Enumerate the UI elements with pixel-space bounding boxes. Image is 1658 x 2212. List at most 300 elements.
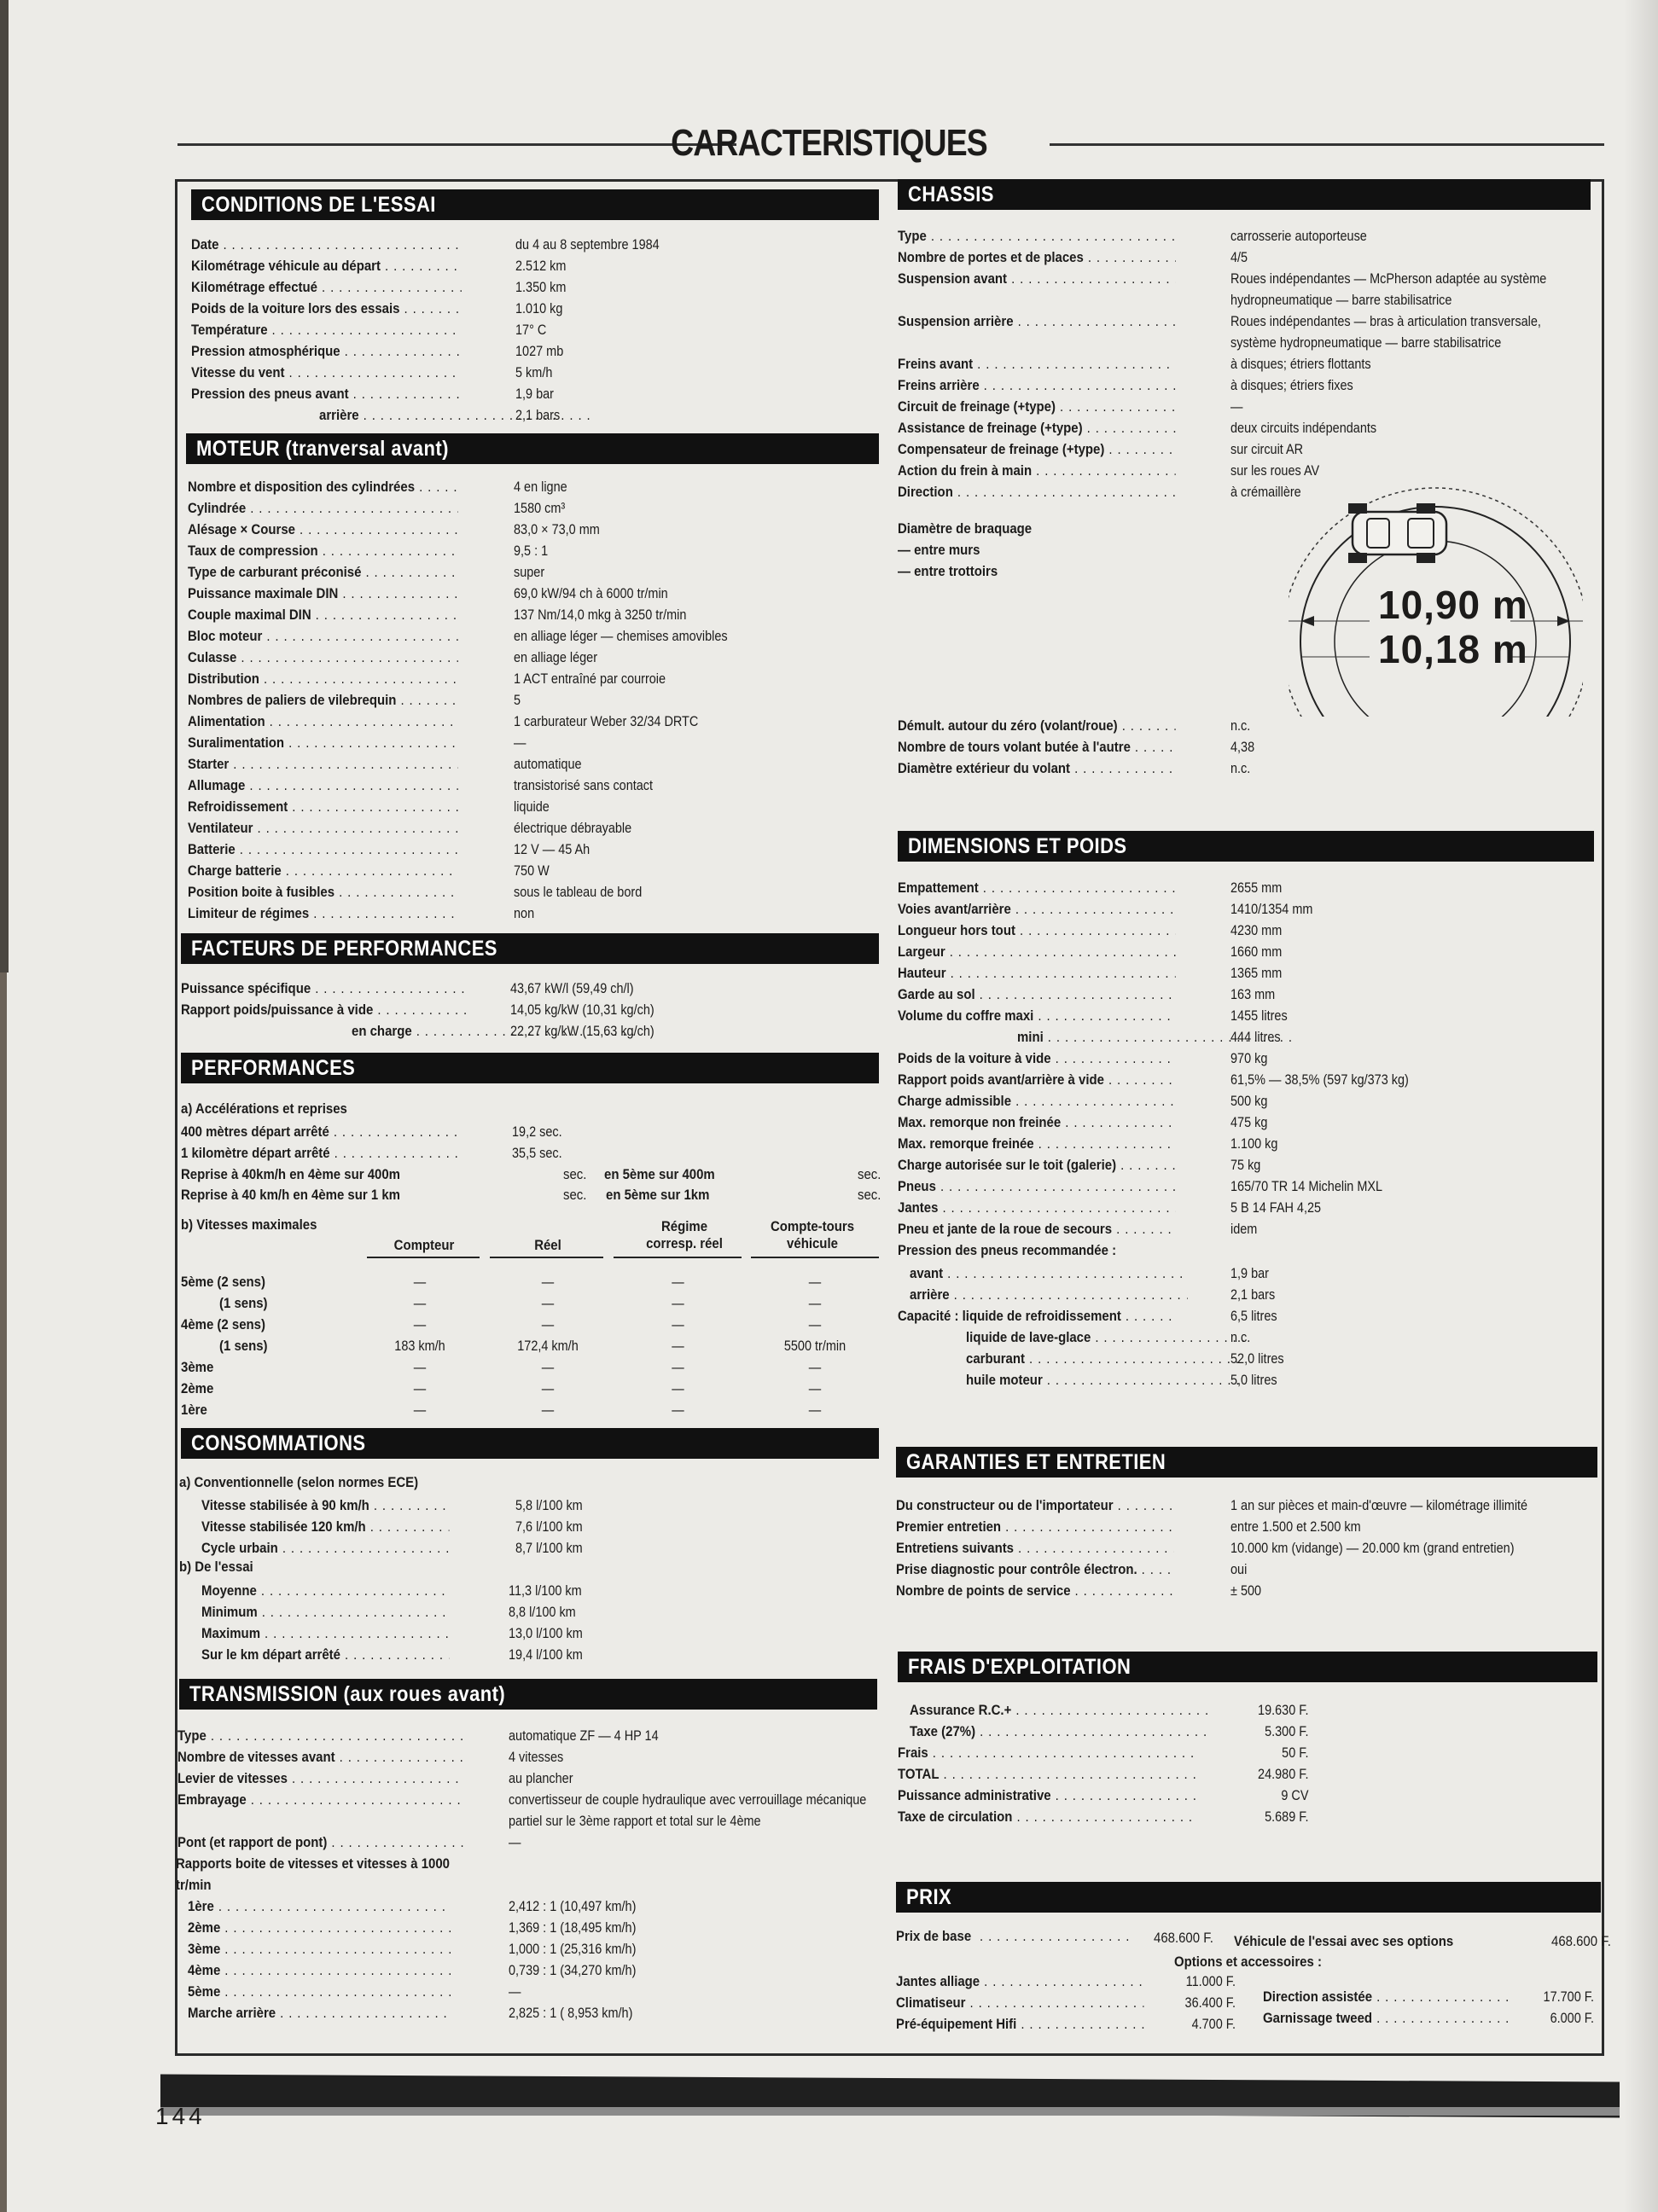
table-row — [898, 374, 1597, 396]
bottom-band-edge — [160, 2107, 1620, 2116]
row-value: 1580 cm³ — [514, 500, 566, 516]
row-value: automatique — [514, 756, 582, 772]
col-rule — [490, 1257, 603, 1258]
row-value: 4 vitesses — [509, 1749, 564, 1765]
row-value: 11.000 F. — [1185, 1973, 1236, 1989]
row-value: 1 ACT entraîné par courroie — [514, 671, 666, 687]
conso-sub-b: b) De l'essai — [179, 1559, 253, 1575]
row-label: Suralimentation . . . — [188, 732, 458, 753]
gear-label: 5ème (2 sens) — [181, 1274, 265, 1290]
table-row — [898, 1348, 1597, 1369]
row-label: Voies avant/arrière . . . — [898, 898, 1176, 920]
col-ct-l1: Compte-tours — [770, 1218, 855, 1234]
row-label: Température . . . — [191, 319, 462, 340]
row-value: 35,5 sec. — [512, 1145, 562, 1161]
table-row — [898, 984, 1597, 1005]
row-value: à disques; étriers flottants — [1230, 356, 1371, 372]
row-value: 970 kg — [1230, 1050, 1268, 1066]
row-value: 19,2 sec. — [512, 1123, 562, 1140]
table-row — [896, 1495, 1604, 1516]
table-row — [898, 1218, 1597, 1240]
table-row — [898, 1090, 1597, 1112]
row-label: Cylindrée . . . — [188, 497, 458, 519]
vmax-cell-compteur: — — [413, 1380, 427, 1396]
table-row — [898, 1327, 1597, 1348]
table-row — [188, 647, 691, 668]
row-label: liquide de lave-glace . . . — [966, 1327, 1244, 1348]
row-label: Jantes . . . — [898, 1197, 1176, 1218]
row-value: carrosserie autoporteuse — [1230, 228, 1367, 244]
row-value: 1,000 : 1 (25,316 km/h) — [509, 1941, 637, 1957]
vmax-row — [181, 1314, 889, 1335]
reprise-1b-label: en 5ème sur 400m — [604, 1166, 715, 1182]
table-row — [188, 540, 691, 561]
row-value: idem — [1230, 1221, 1258, 1237]
row-value: 50 F. — [1282, 1745, 1309, 1761]
row-label: Garde au sol . . . — [898, 984, 1176, 1005]
row-label: Vitesse du vent . . . — [191, 362, 462, 383]
row-label: Culasse . . . — [188, 647, 458, 668]
row-label: Compensateur de freinage (+type) . . . — [898, 438, 1176, 460]
table-row — [188, 817, 691, 839]
row-label: Assistance de freinage (+type) . . . — [898, 417, 1176, 438]
frais-table — [898, 1699, 1597, 1827]
row-label: Distribution . . . — [188, 668, 458, 689]
conso-b-table — [201, 1580, 695, 1665]
row-label: Max. remorque freinée . . . — [898, 1133, 1176, 1154]
facteurs-table — [181, 978, 684, 1042]
table-row — [188, 1917, 698, 1938]
row-label: Pont (et rapport de pont) . . . — [177, 1832, 462, 1853]
table-row — [898, 225, 1597, 247]
gear-label: (1 sens) — [219, 1295, 268, 1311]
vmax-cell-regime: — — [672, 1359, 684, 1375]
row-value: 5.300 F. — [1265, 1723, 1309, 1739]
table-row — [898, 1369, 1597, 1390]
section-header-transmission: TRANSMISSION (aux roues avant) — [179, 1679, 877, 1710]
table-row — [898, 941, 1597, 962]
conditions-table — [191, 234, 695, 426]
row-label: Ventilateur . . . — [188, 817, 458, 839]
row-value: 11,3 l/100 km — [509, 1582, 582, 1599]
row-value: 22,27 kg/kW (15,63 kg/ch) — [510, 1023, 654, 1039]
row-value: n.c. — [1230, 717, 1251, 734]
section-header-prix: PRIX — [896, 1882, 1601, 1913]
row-label: Taxe (27%) . . . — [910, 1721, 1210, 1742]
row-label: Pneus . . . — [898, 1176, 1176, 1197]
row-label: Type . . . — [898, 225, 1176, 247]
vmax-cell-regime: — — [672, 1295, 684, 1311]
table-row — [188, 519, 691, 540]
row-value: — — [514, 734, 526, 751]
page-title: CARACTERISTIQUES — [671, 122, 987, 164]
vmax-cell-reel: — — [541, 1402, 555, 1418]
row-value: sur circuit AR — [1230, 441, 1304, 457]
row-value: 75 kg — [1230, 1157, 1261, 1173]
row-value: 1027 mb — [515, 343, 564, 359]
table-row — [898, 1176, 1597, 1197]
table-row — [177, 1789, 867, 1832]
chassis-table — [898, 225, 1597, 502]
table-row — [188, 625, 728, 647]
row-value: du 4 au 8 septembre 1984 — [515, 236, 660, 253]
row-value: 2,1 bars — [1230, 1286, 1276, 1303]
table-row — [201, 1495, 695, 1516]
table-row — [898, 417, 1597, 438]
table-row — [188, 796, 691, 817]
row-value: au plancher — [509, 1770, 573, 1786]
row-value: 8,7 l/100 km — [515, 1540, 583, 1556]
car-top-view-icon — [1348, 503, 1446, 563]
dimensions-table-2 — [898, 1263, 1597, 1390]
row-label: Nombre de portes et de places . . . — [898, 247, 1176, 268]
table-row — [188, 775, 691, 796]
table-row — [201, 1537, 695, 1559]
row-label: Hauteur . . . — [898, 962, 1176, 984]
row-value: 750 W — [514, 862, 550, 879]
row-value: convertisseur de couple hydraulique avec verrouillage mécanique partiel sur le 3ème rapport et total sur le 4ème — [509, 1791, 867, 1829]
row-value: 137 Nm/14,0 mkg à 3250 tr/min — [514, 607, 687, 623]
table-row — [191, 234, 695, 255]
col-regime-l1: Régime — [660, 1218, 708, 1234]
table-row — [191, 255, 695, 276]
row-value: 52,0 litres — [1230, 1350, 1284, 1367]
row-value: 5 km/h — [515, 364, 553, 380]
row-value: ± 500 — [1230, 1582, 1262, 1599]
row-label: Marche arrière . . . — [188, 2002, 451, 2023]
table-row — [898, 1785, 1597, 1806]
table-row — [1263, 1986, 1604, 2007]
row-label: Bloc moteur . . . — [188, 625, 458, 647]
vmax-cell-ct: — — [808, 1316, 822, 1332]
row-value: 2,412 : 1 (10,497 km/h) — [509, 1898, 637, 1914]
row-value: 5 — [514, 692, 521, 708]
row-value: 36.400 F. — [1184, 1994, 1236, 2011]
row-label: Pression des pneus avant . . . — [191, 383, 462, 404]
vmax-cell-ct: — — [808, 1274, 822, 1290]
col-ct-l2: véhicule — [787, 1235, 838, 1251]
table-row — [898, 1154, 1597, 1176]
row-label: Pré-équipement Hifi . . . — [896, 2013, 1143, 2035]
row-value: 1660 mm — [1230, 943, 1283, 960]
table-row — [898, 736, 1597, 758]
vmax-row — [181, 1356, 889, 1378]
row-label: Assurance R.C.+ . . . — [910, 1699, 1210, 1721]
table-row — [188, 903, 691, 924]
vmax-cell-ct: — — [808, 1359, 822, 1375]
gear-label: (1 sens) — [219, 1338, 268, 1354]
table-row — [188, 732, 691, 753]
row-label: Taux de compression . . . — [188, 540, 458, 561]
row-value: 4/5 — [1230, 249, 1248, 265]
table-row — [898, 1263, 1597, 1284]
row-value: 83,0 × 73,0 mm — [514, 521, 600, 537]
braquage-trottoirs-label: — entre trottoirs — [898, 563, 998, 579]
table-row — [898, 1026, 1597, 1048]
row-label: Kilométrage véhicule au départ . . . — [191, 255, 462, 276]
prix-base-label: Prix de base — [896, 1928, 972, 1944]
row-value: 17.700 F. — [1543, 1988, 1594, 2005]
vmax-table — [181, 1216, 879, 1421]
reprise-1b-unit: sec. — [858, 1166, 881, 1182]
vmax-cell-ct: — — [808, 1402, 822, 1418]
vmax-cell-regime: — — [672, 1380, 684, 1396]
row-label: Frais . . . — [898, 1742, 1198, 1763]
row-value: Roues indépendantes — bras à articulation transversale, système hydropneumatique — barre stabilisatrice — [1230, 313, 1541, 351]
row-value: 6,5 litres — [1230, 1308, 1277, 1324]
row-label: Nombre de tours volant butée à l'autre . . . — [898, 736, 1176, 758]
col-rule — [751, 1257, 879, 1258]
row-value: 7,6 l/100 km — [515, 1518, 583, 1535]
row-value: 4 en ligne — [514, 479, 567, 495]
row-value: 2.512 km — [515, 258, 567, 274]
prix-base-value: 468.600 F. — [1154, 1930, 1213, 1946]
row-value: 1,9 bar — [1230, 1265, 1269, 1281]
row-label: Démult. autour du zéro (volant/roue) . . . — [898, 715, 1176, 736]
row-label: Charge admissible . . . — [898, 1090, 1176, 1112]
row-label: Taxe de circulation . . . — [898, 1806, 1198, 1827]
row-value: 13,0 l/100 km — [509, 1625, 583, 1641]
row-label: Climatiseur . . . — [896, 1992, 1143, 2013]
table-row — [898, 1806, 1597, 1827]
table-row — [898, 715, 1597, 736]
row-label: Vitesse stabilisée 120 km/h . . . — [201, 1516, 449, 1537]
chassis-table-2 — [898, 715, 1597, 779]
vmax-row — [181, 1378, 889, 1399]
table-row — [896, 1580, 1604, 1601]
table-row — [188, 1938, 698, 1959]
row-value: 475 kg — [1230, 1114, 1268, 1130]
table-row — [896, 1516, 1604, 1537]
row-label: Suspension avant . . . — [898, 268, 1176, 289]
row-label: Action du frein à main . . . — [898, 460, 1176, 481]
vmax-cell-ct: 5500 tr/min — [783, 1338, 846, 1354]
row-label: Cycle urbain . . . — [201, 1537, 449, 1559]
col-rule — [367, 1257, 480, 1258]
options-label: Options et accessoires : — [1174, 1954, 1322, 1970]
vmax-cell-compteur: — — [413, 1359, 427, 1375]
row-label: Entretiens suivants . . . — [896, 1537, 1174, 1559]
row-label: 3ème . . . — [188, 1938, 451, 1959]
row-label: Maximum . . . — [201, 1623, 449, 1644]
table-row — [898, 1742, 1597, 1763]
row-label: Starter . . . — [188, 753, 458, 775]
row-value: 1365 mm — [1230, 965, 1283, 981]
table-row — [898, 460, 1597, 481]
row-value: 6.000 F. — [1550, 2010, 1594, 2026]
row-value: entre 1.500 et 2.500 km — [1230, 1518, 1361, 1535]
row-value: super — [514, 564, 545, 580]
row-label: Nombre et disposition des cylindrées . . . — [188, 476, 458, 497]
vmax-cell-regime: — — [672, 1316, 684, 1332]
row-value: 12 V — 45 Ah — [514, 841, 590, 857]
row-value: 1.100 kg — [1230, 1135, 1278, 1152]
row-value: 5,8 l/100 km — [515, 1497, 583, 1513]
table-row — [898, 1284, 1597, 1305]
options-left-table — [896, 1971, 1246, 2035]
table-row — [201, 1623, 695, 1644]
row-value: 14,05 kg/kW (10,31 kg/ch) — [510, 1001, 654, 1018]
table-row — [191, 298, 695, 319]
table-row — [898, 396, 1597, 417]
row-label: Batterie . . . — [188, 839, 458, 860]
row-value: 5 B 14 FAH 4,25 — [1230, 1199, 1322, 1216]
row-value: sur les roues AV — [1230, 462, 1320, 479]
table-row — [896, 2013, 1246, 2035]
prix-base-dots: . . . . . . . . . . . . . . . . . . — [980, 1928, 1131, 1944]
row-label: 1 kilomètre départ arrêté . . . — [181, 1142, 459, 1164]
row-value: 69,0 kW/94 ch à 6000 tr/min — [514, 585, 668, 601]
table-row — [188, 497, 691, 519]
table-row — [188, 711, 699, 732]
row-label: Capacité : liquide de refroidissement . . . — [898, 1305, 1176, 1327]
reprise-2b-unit: sec. — [858, 1187, 881, 1203]
row-label: Rapport poids/puissance à vide . . . — [181, 999, 466, 1020]
row-label: Longueur hors tout . . . — [898, 920, 1176, 941]
table-row — [898, 1005, 1597, 1026]
table-row — [181, 1142, 684, 1164]
row-label: Levier de vitesses . . . — [177, 1768, 462, 1789]
row-label: arrière . . . — [319, 404, 590, 426]
table-row — [898, 353, 1597, 374]
reprise-2-unit: sec. — [563, 1187, 587, 1203]
row-label: Pneu et jante de la roue de secours . . . — [898, 1218, 1176, 1240]
row-label: Puissance maximale DIN . . . — [188, 583, 458, 604]
row-label: Suspension arrière . . . — [898, 311, 1176, 332]
perf-sub-b: b) Vitesses maximales — [181, 1216, 317, 1233]
table-row — [188, 604, 691, 625]
row-value: à disques; étriers fixes — [1230, 377, 1353, 393]
col-reel: Réel — [534, 1237, 561, 1253]
reprise-2b-label: en 5ème sur 1km — [606, 1187, 710, 1203]
row-value: 1.350 km — [515, 279, 567, 295]
row-value: 9 CV — [1281, 1787, 1309, 1803]
table-row — [896, 1559, 1604, 1580]
row-value: 9,5 : 1 — [514, 543, 549, 559]
row-label: Diamètre extérieur du volant . . . — [898, 758, 1176, 779]
section-header-garanties: GARANTIES ET ENTRETIEN — [896, 1447, 1597, 1478]
vmax-cell-reel: — — [541, 1295, 555, 1311]
reprise-1-unit: sec. — [563, 1166, 587, 1182]
table-row — [898, 1721, 1597, 1742]
vmax-row — [181, 1292, 889, 1314]
row-label: Freins arrière . . . — [898, 374, 1176, 396]
braquage-murs-label: — entre murs — [898, 542, 980, 558]
table-row — [898, 1197, 1597, 1218]
table-row — [201, 1601, 695, 1623]
vmax-cell-reel: — — [541, 1380, 555, 1396]
row-value: n.c. — [1230, 760, 1251, 776]
row-value: 1,369 : 1 (18,495 km/h) — [509, 1919, 637, 1936]
turn-diameter-murs: 10,90 m — [1378, 583, 1528, 627]
row-label: TOTAL . . . — [898, 1763, 1198, 1785]
table-row — [898, 247, 1597, 268]
table-row — [898, 311, 1597, 353]
row-label: 4ème . . . — [188, 1959, 451, 1981]
table-row — [191, 383, 695, 404]
table-row — [188, 2002, 698, 2023]
row-label: Nombres de paliers de vilebrequin . . . — [188, 689, 458, 711]
rapports-table — [188, 1896, 698, 2023]
table-row — [898, 1048, 1597, 1069]
table-row — [191, 340, 695, 362]
section-header-facteurs: FACTEURS DE PERFORMANCES — [181, 933, 879, 964]
turn-diameter-trottoirs: 10,18 m — [1378, 627, 1528, 671]
table-row — [898, 758, 1597, 779]
row-label: mini . . . — [1017, 1026, 1295, 1048]
row-label: Prise diagnostic pour contrôle électron. . . . — [896, 1559, 1174, 1580]
vmax-cell-regime: — — [672, 1338, 684, 1354]
row-value: 19,4 l/100 km — [509, 1646, 583, 1663]
row-value: 5,0 litres — [1230, 1372, 1277, 1388]
page-number: 144 — [155, 2103, 206, 2129]
row-value: 1.010 kg — [515, 300, 563, 316]
vmax-cell-ct: — — [808, 1380, 822, 1396]
row-label: Puissance administrative . . . — [898, 1785, 1198, 1806]
moteur-table — [188, 476, 728, 924]
table-row — [188, 668, 691, 689]
table-row — [177, 1725, 698, 1746]
row-label: Empattement . . . — [898, 877, 1176, 898]
table-row — [181, 1121, 684, 1142]
gear-label: 4ème (2 sens) — [181, 1316, 265, 1332]
table-row — [898, 438, 1597, 460]
row-value: 2,1 bars — [515, 407, 561, 423]
row-label: Jantes alliage . . . — [896, 1971, 1143, 1992]
gear-label: 2ème — [181, 1380, 214, 1396]
row-value: 500 kg — [1230, 1093, 1268, 1109]
table-row — [188, 881, 691, 903]
gear-label: 1ère — [181, 1402, 207, 1418]
rapports-label: Rapports boite de vitesses et vitesses à 1000 tr/min — [176, 1855, 450, 1893]
row-label: Minimum . . . — [201, 1601, 449, 1623]
row-value: 1 carburateur Weber 32/34 DRTC — [514, 713, 699, 729]
row-value: 19.630 F. — [1258, 1702, 1309, 1718]
row-label: Charge batterie . . . — [188, 860, 458, 881]
reprise-1-label: Reprise à 40km/h en 4ème sur 400m — [181, 1166, 400, 1182]
row-label: Sur le km départ arrêté . . . — [201, 1644, 449, 1665]
table-row — [201, 1580, 695, 1601]
row-label: Kilométrage effectué . . . — [191, 276, 462, 298]
row-value: 4.700 F. — [1191, 2016, 1236, 2032]
table-row — [188, 583, 691, 604]
table-row — [177, 1768, 698, 1789]
row-label: Rapport poids avant/arrière à vide . . . — [898, 1069, 1176, 1090]
section-header-moteur: MOTEUR (tranversal avant) — [186, 433, 879, 464]
reprise-2-label: Reprise à 40 km/h en 4ème sur 1 km — [181, 1187, 400, 1203]
row-value: à crémaillère — [1230, 484, 1301, 500]
row-label: 2ème . . . — [188, 1917, 451, 1938]
perf-table — [181, 1121, 684, 1164]
row-label: 400 mètres départ arrêté . . . — [181, 1121, 459, 1142]
row-value: Roues indépendantes — McPherson adaptée au système hydropneumatique — barre stabilisatrice — [1230, 270, 1547, 308]
row-value: 10.000 km (vidange) — 20.000 km (grand entretien) — [1230, 1540, 1515, 1556]
row-label: arrière . . . — [910, 1284, 1188, 1305]
row-label: Alimentation . . . — [188, 711, 458, 732]
row-label: Direction . . . — [898, 481, 1176, 502]
row-value: 163 mm — [1230, 986, 1276, 1002]
options-right-table — [1263, 1986, 1604, 2029]
row-label: Vitesse stabilisée à 90 km/h . . . — [201, 1495, 449, 1516]
pression-label: Pression des pneus recommandée : — [898, 1242, 1117, 1258]
row-label: carburant . . . — [966, 1348, 1244, 1369]
section-header-conditions: CONDITIONS DE L'ESSAI — [191, 189, 879, 220]
table-row — [188, 1959, 698, 1981]
vmax-row — [181, 1335, 889, 1356]
row-value: liquide — [514, 798, 550, 815]
table-row — [188, 839, 691, 860]
row-label: Freins avant . . . — [898, 353, 1176, 374]
